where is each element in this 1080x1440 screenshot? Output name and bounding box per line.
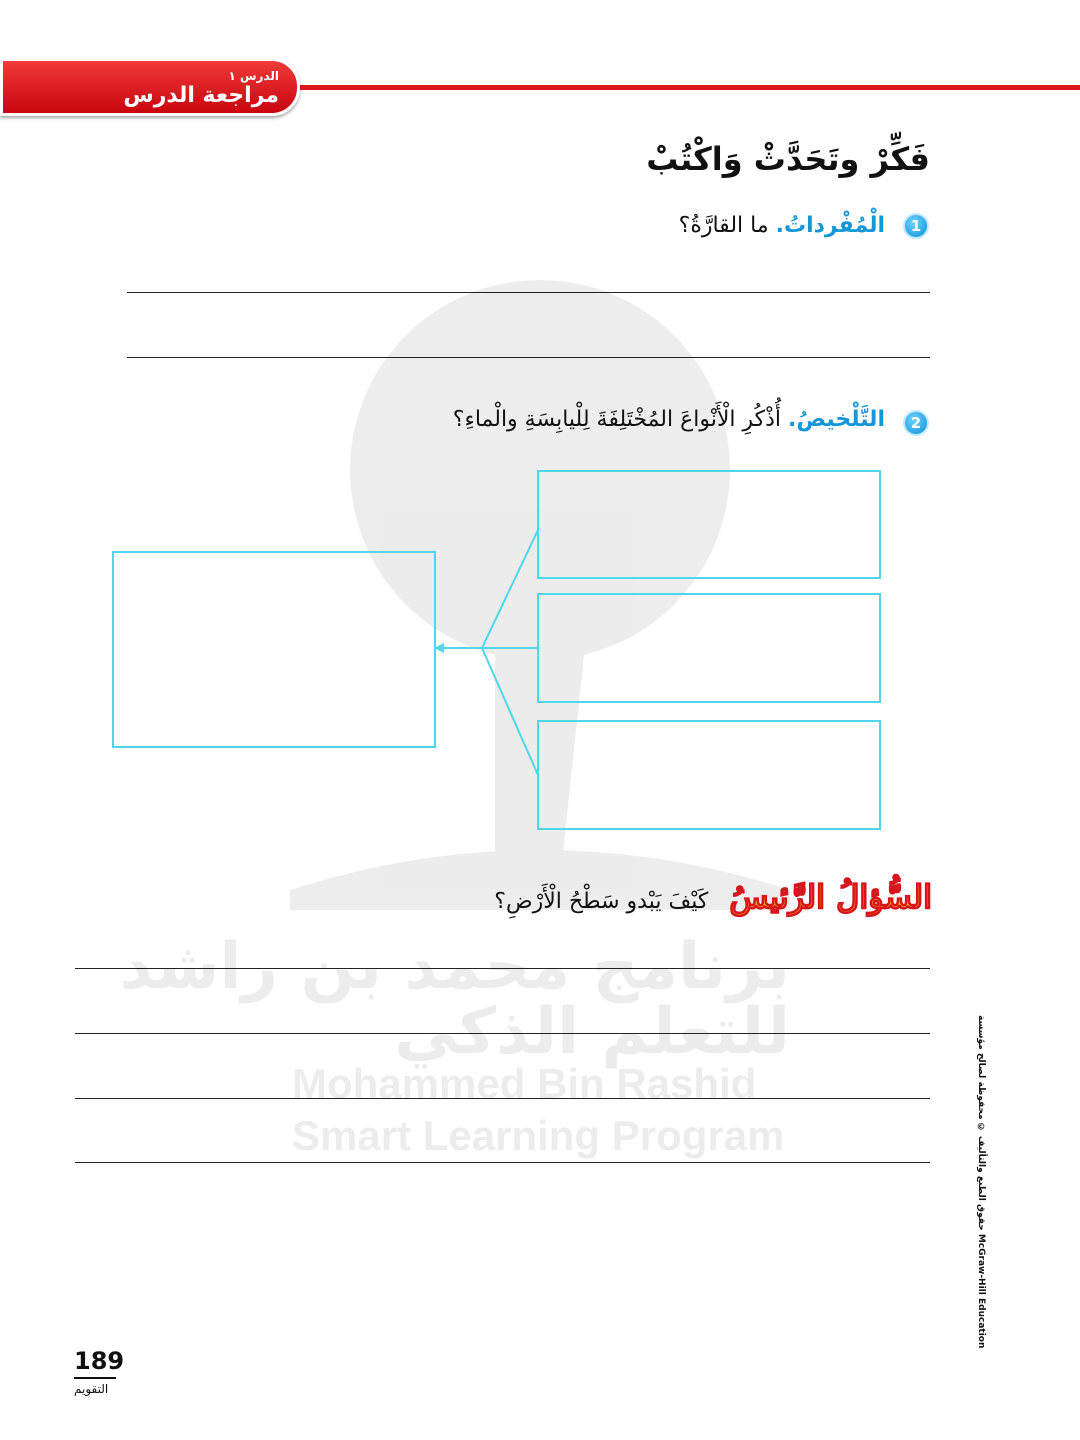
- header-rule: [290, 85, 1080, 90]
- answer-line-eq-b[interactable]: [75, 1033, 930, 1034]
- answer-line-eq-a[interactable]: [75, 968, 930, 969]
- section-title: مراجعة الدرس: [123, 83, 279, 108]
- page-caption: التقويم: [74, 1382, 109, 1396]
- essential-question-label: السُّؤالُ الرَّئيسُ: [729, 878, 932, 916]
- question-2-label: التَّلْخيصُ.: [788, 407, 885, 432]
- organizer-main-box[interactable]: [112, 551, 436, 748]
- organizer-detail-box-3[interactable]: [537, 720, 881, 830]
- watermark-english-line2: Smart Learning Program: [292, 1112, 785, 1159]
- answer-line-q1-b[interactable]: [127, 357, 930, 358]
- organizer-detail-box-2[interactable]: [537, 593, 881, 703]
- organizer-connectors: [430, 530, 545, 780]
- organizer-detail-box-1[interactable]: [537, 470, 881, 579]
- question-1-text: ما القارَّةُ؟: [678, 213, 769, 238]
- watermark-arabic-line2: للتعلم الذكي: [394, 995, 790, 1069]
- answer-line-eq-c[interactable]: [75, 1098, 930, 1099]
- page-number-rule: [74, 1377, 116, 1379]
- essential-question: [494, 878, 932, 916]
- watermark-arabic-line1: برنامج محمد بن راشد: [119, 930, 790, 1004]
- question-2-text: أُذْكُرِ الْأَنْواعَ المُخْتَلِفَةَ لِلْيابِسَةِ والْماءِ؟: [452, 407, 782, 432]
- question-1: [679, 213, 885, 238]
- essential-question-text: كَيْفَ يَبْدو سَطْحُ الْأَرْضِ؟: [494, 889, 709, 914]
- page-number: 189: [74, 1347, 125, 1375]
- lesson-label: الدرس ١: [228, 69, 279, 83]
- question-1-number-badge: 1: [903, 213, 929, 239]
- question-1-label: الْمُفْرداتُ.: [775, 213, 885, 238]
- watermark-english-line1: Mohammed Bin Rashid: [292, 1060, 757, 1107]
- lesson-banner: [0, 58, 300, 116]
- answer-line-q1-a[interactable]: [127, 292, 930, 293]
- answer-line-eq-d[interactable]: [75, 1162, 930, 1163]
- copyright-notice: حقوق الطبع والتأليف © محفوظة لصالح مؤسسة McGraw-Hill Education: [976, 1015, 986, 1349]
- question-2-number-badge: 2: [903, 410, 929, 436]
- page-heading: فَكِّرْ وتَحَدَّثْ وَاكْتُبْ: [646, 140, 930, 178]
- question-2: [453, 407, 885, 432]
